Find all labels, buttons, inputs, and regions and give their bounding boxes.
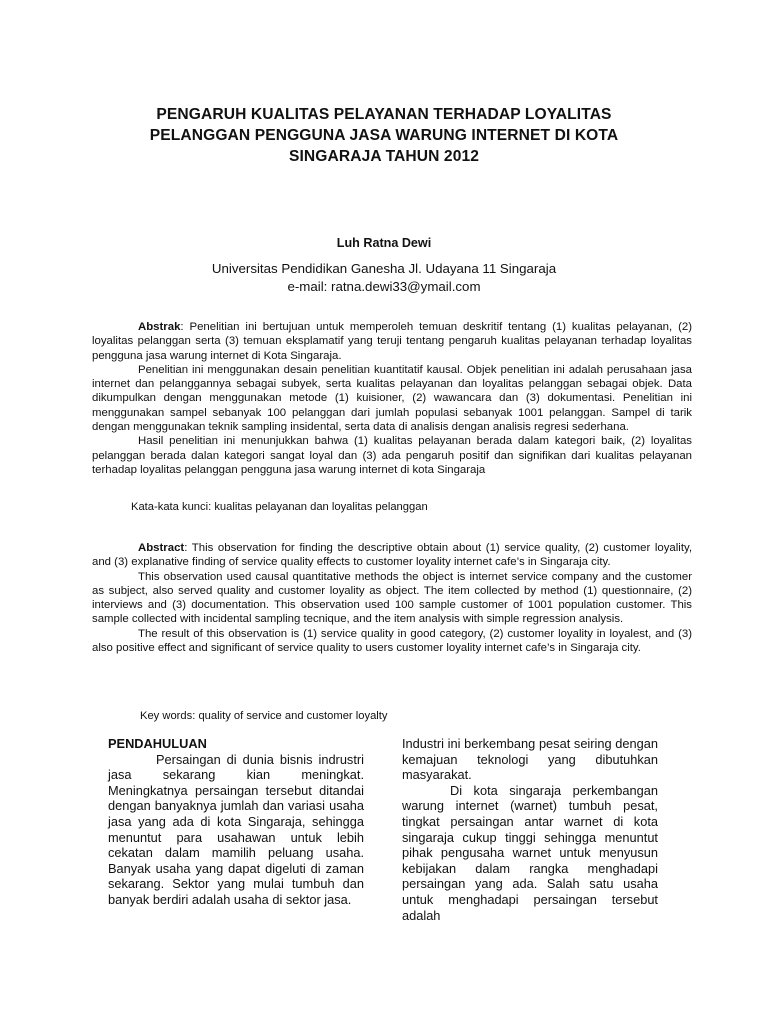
abstrak-label: Abstrak: [138, 321, 181, 333]
abstract-keywords: Key words: quality of service and customer loyalty: [140, 710, 388, 722]
title-line-3: SINGARAJA TAHUN 2012: [288, 148, 480, 165]
affiliation-block: [0, 260, 768, 296]
abstract-block: [92, 541, 692, 655]
body-right-paragraph-2: Di kota singaraja perkembangan warung internet (warnet) tumbuh pesat, tingkat persaingan antar warnet di kota singaraja cukup tinggi sehingga menuntut pihak pengusaha warnet untuk menyusun kebijakan dalam rangka menghadapi persaingan yang ada. Salah satu usaha untuk menghadapi persaingan tersebut adalah: [402, 782, 658, 923]
abstrak-p1-text: : Penelitian ini bertujuan untuk memperoleh temuan deskritif tentang (1) kualitas pelayanan, (2) loyalitas pelanggan serta (3) temuan eksplamatif yang teruji tentang pengaruh kualitas pelayanan terhadap loyalitas pengguna jasa warung internet di Kota Singaraja.: [92, 321, 692, 362]
body-right-column: [402, 736, 658, 923]
abstract-paragraph-2: This observation used causal quantitative methods the object is internet service company and the customer as subject, also served quality and customer loyality as object. The item collected by method (1) questionnaire, (2) interviews and (3) documentation. This observation used 100 sample customer of 1001 population customer. This sample collected with incidental sampling tecnique, and the item analysis with simple regression analysis.: [92, 570, 692, 626]
abstrak-paragraph-3: Hasil penelitian ini menunjukkan bahwa (1) kualitas pelayanan berada dalam kategori baik, (2) loyalitas pelanggan berada dalan kategori sangat loyal dan (3) ada pengaruh positif dan signifikan dari kualitas pelayanan terhadap loyalitas pelanggan pengguna jasa warung internet di kota Singaraja: [92, 435, 692, 476]
body-right-paragraph-1: Industri ini berkembang pesat seiring dengan kemajuan teknologi yang dibutuhkan masyarakat.: [402, 736, 658, 783]
section-heading: PENDAHULUAN: [108, 736, 207, 751]
abstrak-paragraph-2: Penelitian ini menggunakan desain penelitian kuantitatif kausal. Objek penelitian ini adalah perusahaan jasa internet dan pelanggannya sebagai subyek, serta kualitas pelayanan dan loyalitas pelanggan sebagai objek. Data dikumpulkan dengan menggunakan metode (1) kuisioner, (2) wawancara dan (3) dokumentasi. Penelitian ini menggunakan sampel sebanyak 100 pelanggan dari jumlah populasi sebanyak 1001 pelanggan. Sampel di tarik dengan menggunakan teknik sampling insidental, serta data di analisis dengan analisis regresi sederhana.: [92, 363, 692, 434]
email: e-mail: ratna.dewi33@ymail.com: [287, 279, 481, 294]
affiliation: Universitas Pendidikan Ganesha Jl. Udayana 11 Singaraja: [211, 261, 557, 276]
body-left-column: [108, 736, 364, 908]
abstrak-paragraph-1: [92, 320, 692, 363]
author-name: Luh Ratna Dewi: [336, 236, 432, 250]
abstract-paragraph-1: [92, 541, 692, 570]
title-line-2: PELANGGAN PENGGUNA JASA WARUNG INTERNET DI KOTA: [149, 127, 619, 144]
abstract-label: Abstract: [138, 542, 185, 554]
abstract-paragraph-3: The result of this observation is (1) service quality in good category, (2) customer loyality in loyalest, and (3) also positive effect and significant of service quality to users customer loyality internet cafe’s in Singaraja city.: [92, 627, 692, 655]
abstrak-keywords: Kata-kata kunci: kualitas pelayanan dan loyalitas pelanggan: [131, 501, 428, 513]
abstract-p1-text: : This observation for finding the descriptive obtain about (1) service quality, (2) customer loyality, and (3) explanative finding of service quality effects to customer loyality internet cafe’s in Singaraja city.: [92, 542, 692, 569]
title-line-1: PENGARUH KUALITAS PELAYANAN TERHADAP LOYALITAS: [156, 106, 612, 123]
body-left-paragraph: Persaingan di dunia bisnis indrustri jasa sekarang kian meningkat. Meningkatnya persaingan tersebut ditandai dengan banyaknya jumlah dan variasi usaha jasa yang ada di kota Singaraja, sehingga menuntut para usahawan untuk lebih cekatan dalam mamilih peluang usaha. Banyak usaha yang dapat digeluti di zaman sekarang. Sektor yang mulai tumbuh dan banyak berdiri adalah usaha di sektor jasa.: [108, 751, 364, 907]
paper-title: [90, 104, 678, 167]
abstrak-block: [92, 320, 692, 477]
